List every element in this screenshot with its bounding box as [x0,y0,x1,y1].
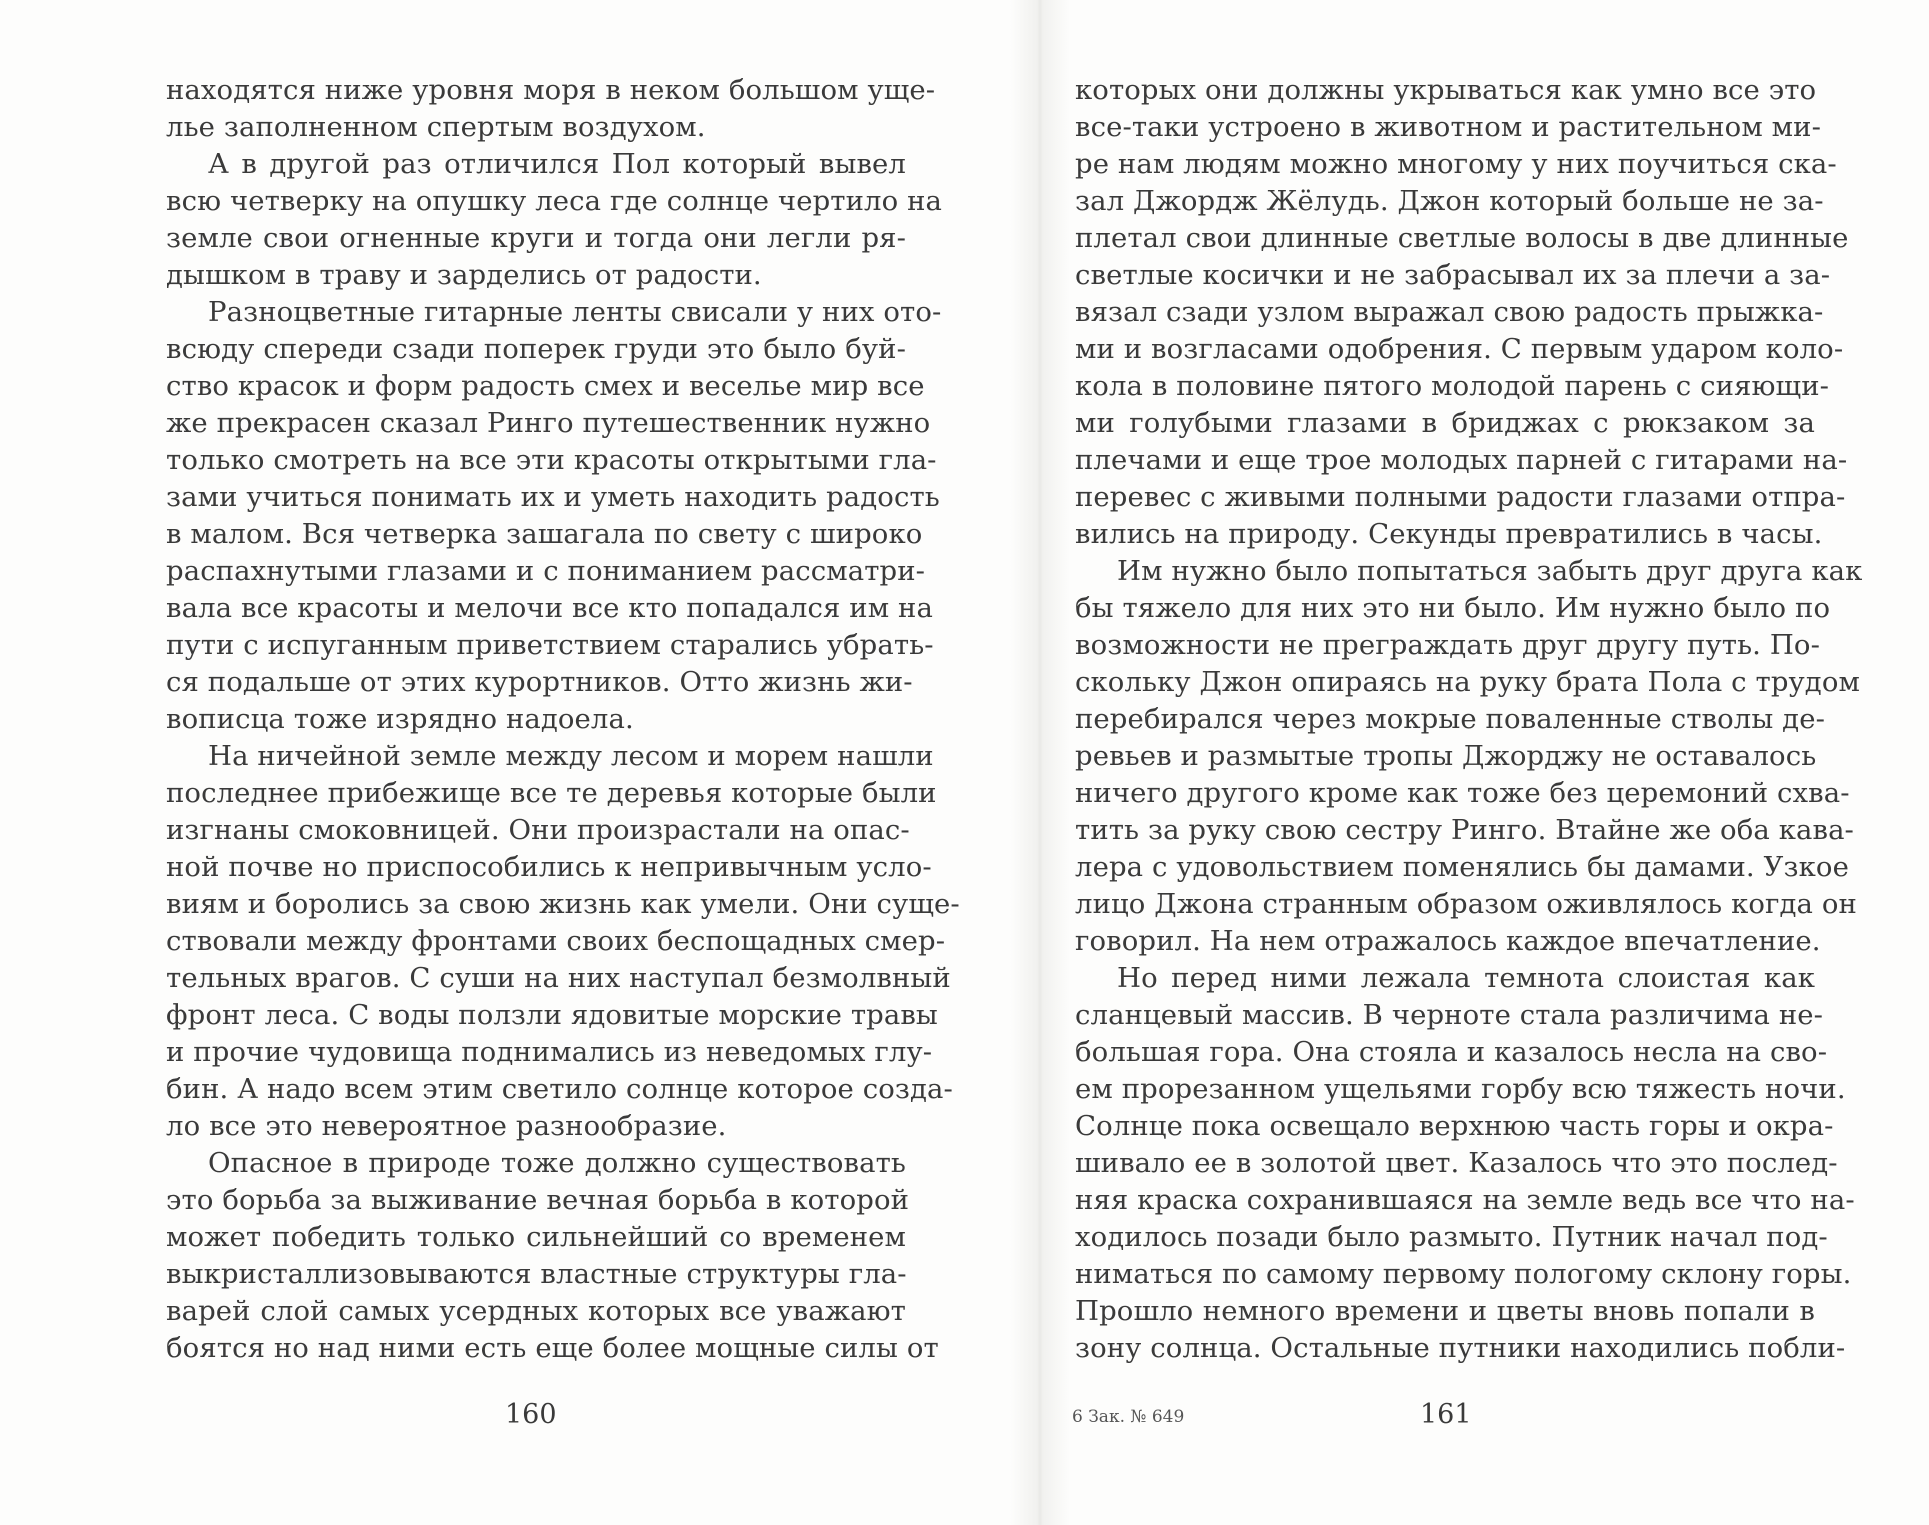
text-line: зал Джордж Жёлудь. Джон который больше не за- [1075,185,1824,217]
text-line: сланцевый массив. В черноте стала различима не- [1075,999,1824,1031]
text-line: Но перед ними лежала темнота слоистая как [1117,962,1815,994]
text-line: дышком в траву и зарделись от радости. [166,259,762,291]
left-page-text [166,72,960,1367]
text-line: плетал свои длинные светлые волосы в две длинные [1075,222,1849,254]
text-line: ной почве но приспособились к непривычным усло- [166,851,932,883]
text-line: вала все красоты и мелочи все кто попадался им на [166,592,933,624]
text-line: вописца тоже изрядно надоела. [166,703,634,735]
text-line: которых они должны укрываться как умно все это [1075,74,1817,106]
text-line: ре нам людям можно многому у них поучиться ска- [1075,148,1837,180]
text-line: находятся ниже уровня моря в неком большом уще- [166,74,936,106]
text-line: ем прорезанном ущельями горбу всю тяжесть ночи. [1075,1073,1846,1105]
text-line: ревьев и размытые тропы Джорджу не оставалось [1075,740,1817,772]
text-line: зону солнца. Остальные путники находились побли- [1075,1332,1846,1364]
text-line: варей слой самых усердных которых все уважают [166,1295,906,1327]
text-line: большая гора. Она стояла и казалось несла на сво- [1075,1036,1828,1068]
printer-signature: 6 Зак. № 649 [1072,1407,1185,1427]
text-line: зами учиться понимать их и уметь находить радость [166,481,940,513]
text-line: ство красок и форм радость смех и веселье мир все [166,370,925,402]
text-line: же прекрасен сказал Ринго путешественник нужно [166,407,931,439]
text-line: ничего другого кроме как тоже без церемоний схва- [1075,777,1850,809]
text-line: скольку Джон опираясь на руку брата Пола с трудом [1075,666,1860,698]
text-line: в малом. Вся четверка зашагала по свету с широко [166,518,923,550]
text-line: лье заполненном спертым воздухом. [166,111,706,143]
text-line: ниматься по самому первому пологому склону горы. [1075,1258,1852,1290]
text-line: всюду спереди сзади поперек груди это было буй- [166,333,906,365]
text-line: Прошло немного времени и цветы вновь попали в [1075,1295,1815,1327]
text-line: светлые косички и не забрасывал их за плечи а за- [1075,259,1831,291]
right-page-text [1075,72,1863,1367]
text-line: ходилось позади было размыто. Путник начал под- [1075,1221,1828,1253]
text-line: тельных врагов. С суши на них наступал безмолвный [166,962,951,994]
text-line: говорил. На нем отражалось каждое впечатление. [1075,925,1821,957]
text-line: и прочие чудовища поднимались из неведомых глу- [166,1036,933,1068]
text-line: бы тяжело для них это ни было. Им нужно было по [1075,592,1831,624]
text-line: фронт леса. С воды ползли ядовитые морские травы [166,999,938,1031]
text-line: перевес с живыми полными радости глазами отпра- [1075,481,1846,513]
text-line: Опасное в природе тоже должно существовать [208,1147,906,1179]
text-line: виям и боролись за свою жизнь как умели. Они суще- [166,888,960,920]
text-line: лицо Джона странным образом оживлялось когда он [1075,888,1857,920]
text-line: вились на природу. Секунды превратились в часы. [1075,518,1823,550]
text-line: бин. А надо всем этим светило солнце которое созда- [166,1073,953,1105]
text-line: ствовали между фронтами своих беспощадных смер- [166,925,946,957]
text-line: перебирался через мокрые поваленные стволы де- [1075,703,1825,735]
page-number-left: 160 [505,1399,557,1430]
text-line: распахнутыми глазами и с пониманием рассматри- [166,555,926,587]
text-line: это борьба за выживание вечная борьба в которой [166,1184,910,1216]
text-line: только смотреть на все эти красоты открытыми гла- [166,444,937,476]
text-line: Им нужно было попытаться забыть друг друга как [1117,555,1863,587]
text-line: шивало ее в золотой цвет. Казалось что это послед- [1075,1147,1838,1179]
text-line: ми голубыми глазами в бриджах с рюкзаком за [1075,407,1815,439]
text-line: все-таки устроено в животном и растительном ми- [1075,111,1821,143]
text-line: пути с испуганным приветствием старались убрать- [166,629,934,661]
text-line: ми и возгласами одобрения. С первым ударом коло- [1075,333,1844,365]
text-line: лера с удовольствием поменялись бы дамами. Узкое [1075,851,1849,883]
text-line: Солнце пока освещало верхнюю часть горы и окра- [1075,1110,1834,1142]
text-line: няя краска сохранившаяся на земле ведь все что на- [1075,1184,1855,1216]
text-line: На ничейной земле между лесом и морем нашли [208,740,934,772]
text-line: изгнаны смоковницей. Они произрастали на опас- [166,814,910,846]
page-number-right: 161 [1420,1399,1472,1430]
text-line: ло все это невероятное разнообразие. [166,1110,727,1142]
text-line: плечами и еще трое молодых парней с гитарами на- [1075,444,1848,476]
text-line: земле свои огненные круги и тогда они легли ря- [166,222,906,254]
text-line: возможности не преграждать друг другу путь. По- [1075,629,1820,661]
text-line: всю четверку на опушку леса где солнце чертило на [166,185,943,217]
book-gutter [1010,0,1070,1525]
text-line: Разноцветные гитарные ленты свисали у них ото- [208,296,942,328]
text-line: последнее прибежище все те деревья которые были [166,777,937,809]
text-line: боятся но над ними есть еще более мощные силы от [166,1332,939,1364]
text-line: кола в половине пятого молодой парень с сияющи- [1075,370,1830,402]
text-line: тить за руку свою сестру Ринго. Втайне же оба кава- [1075,814,1854,846]
text-line: вязал сзади узлом выражал свою радость прыжка- [1075,296,1824,328]
text-line: выкристаллизовываются властные структуры гла- [166,1258,907,1290]
text-line: может победить только сильнейший со временем [166,1221,906,1253]
text-line: А в другой раз отличился Пол который вывел [208,148,906,180]
text-line: ся подальше от этих курортников. Отто жизнь жи- [166,666,913,698]
